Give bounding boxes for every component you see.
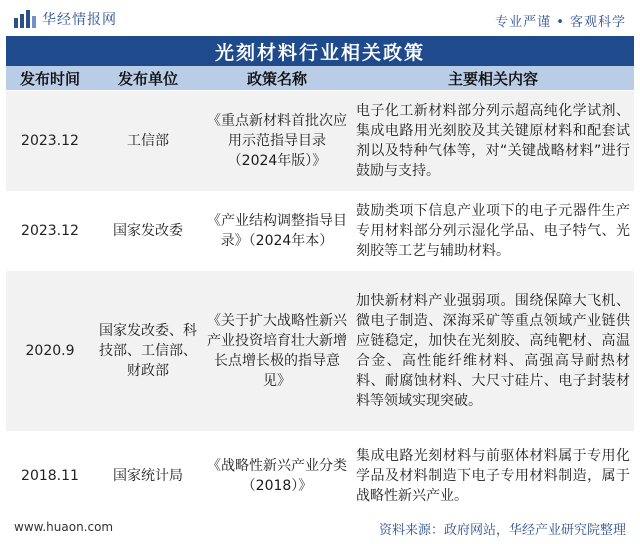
table-row — [6, 191, 634, 271]
cell-date: 2023.12 — [6, 91, 94, 192]
source-note: 资料来源：政府网站，华经产业研究院整理 — [378, 523, 626, 538]
cell-policy-name: 《关于扩大战略性新兴产业投资培育壮大新增长点增长极的指导意见》 — [202, 271, 352, 431]
cell-org: 国家统计局 — [94, 431, 202, 521]
table-row — [6, 431, 634, 521]
cell-date: 2023.12 — [6, 191, 94, 271]
footer — [0, 511, 640, 544]
table-row — [6, 91, 634, 192]
cell-content: 电子化工新材料部分列示超高纯化学试剂、集成电路用光刻胶及其关键原材料和配套试剂以及特种气体等，对“关键战略材料”进行鼓励与支持。 — [352, 91, 634, 192]
cell-date: 2020.9 — [6, 271, 94, 431]
cell-policy-name: 《战略性新兴产业分类（2018）》 — [202, 431, 352, 521]
cell-content: 集成电路光刻材料与前驱体材料属于专用化学品及材料制造下电子专用材料制造，属于战略性新兴产业。 — [352, 431, 634, 521]
cell-content: 加快新材料产业强弱项。围绕保障大飞机、微电子制造、深海采矿等重点领域产业链供应链稳定，加快在光刻胶、高纯靶材、高温合金、高性能纤维材料、高强高导耐热材料、耐腐蚀材料、大尺寸硅片、电子封装材料等领域实现突破。 — [352, 271, 634, 431]
top-bar — [0, 0, 640, 36]
table-row — [6, 271, 634, 431]
policy-table — [6, 66, 634, 521]
column-header-name: 政策名称 — [202, 66, 352, 91]
cell-date: 2018.11 — [6, 431, 94, 521]
cell-policy-name: 《重点新材料首批次应用示范指导目录（2024年版）》 — [202, 91, 352, 192]
cell-org: 国家发改委 — [94, 191, 202, 271]
column-header-org: 发布单位 — [94, 66, 202, 91]
column-header-content: 主要相关内容 — [352, 66, 634, 91]
brand-logo[interactable] — [14, 9, 117, 29]
cell-org: 工信部 — [94, 91, 202, 192]
cell-org: 国家发改委、科技部、工信部、财政部 — [94, 271, 202, 431]
column-header-date: 发布时间 — [6, 66, 94, 91]
footer-url-link[interactable]: www.huaon.com — [14, 520, 114, 534]
brand-name: 华经情报网 — [42, 12, 117, 28]
table-header-row — [6, 66, 634, 91]
cell-content: 鼓励类项下信息产业项下的电子元器件生产专用材料部分列示湿化学品、电子特气、光刻胶等工艺与辅助材料。 — [352, 191, 634, 271]
brand-mark-icon — [14, 10, 36, 28]
page-title: 光刻材料行业相关政策 — [6, 36, 634, 66]
tagline: 专业严谨 • 客观科学 — [495, 15, 626, 30]
cell-policy-name: 《产业结构调整指导目录》（2024年本） — [202, 191, 352, 271]
